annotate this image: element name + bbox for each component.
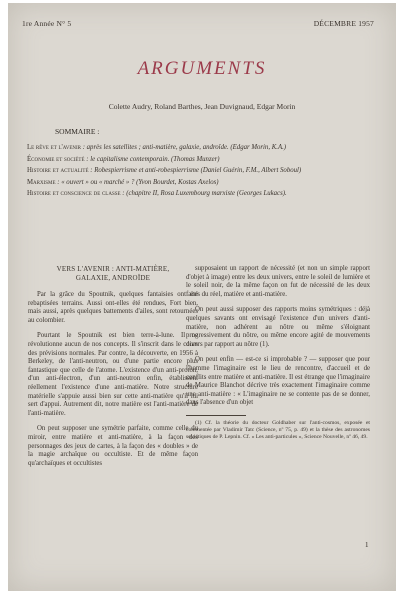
toc-item-entry: : le capitalisme contemporain. (Thomas Munzer) [84, 155, 220, 163]
toc-item-section: Marxisme [27, 178, 56, 186]
table-of-contents [18, 144, 388, 202]
article-paragraph: Par la grâce du Spoutnik, quelques fantaisies ont été rebaptisées terrains. Aussi ont-elles été rendues, Fort bien, mais aussi, après quelques battements d'ailes, sont retournées au colombier. [28, 291, 198, 324]
toc-item-entry: : Robespierrisme et anti-robespierrisme (Daniel Guérin, F.M., Albert Soboul) [88, 167, 302, 175]
toc-item-section: Histoire et actualité [27, 167, 89, 175]
footnote-divider [186, 415, 246, 416]
toc-item-section: Le rêve et l'avenir [27, 144, 81, 151]
issue-number: 1re Année N° 5 [22, 19, 72, 28]
article-title [28, 265, 198, 283]
article-paragraph: Pourtant le Spoutnik est bien terre-à-lune. Il ne révolutionne aucun de nos concepts. Il s'inscrit dans le cours des prévisions normales. Par contre, la découverte, en 1956 à Berkeley, de l'anti-neutron, ou d'une partie encore plus fantastique que celle de l'atome. L'existence d'un anti-proton, d'un anti-électron, d'un anti-neutron enfin, établissent réellement l'existence d'une anti-matière. Notre structure matérielle s'appuie aussi bien sur cette anti-matière qu'il lui sert d'appui. Autrement dit, notre matière est l'anti-matière de l'anti-matière. [28, 332, 198, 417]
article-paragraph: On peut enfin — est-ce si improbable ? — supposer que pour l'homme l'imaginaire est le lieu de rencontre, d'accueil et de conflits entre matière et anti-matière. Il est étrange que l'imaginaire de Maurice Blanchot décrive très exactement l'imaginaire comme une anti-matière : « L'imaginaire ne se contente pas de se donner, dans l'absence d'un objet [186, 356, 370, 407]
toc-item-entry: : « ouvert » ou « marché » ? (Yvon Bourdet, Kostas Axelos) [55, 178, 219, 186]
article-paragraph: On peut supposer une symétrie parfaite, comme celle du miroir, entre matière et anti-matière, à la façon des personnages des jeux de cartes, à la façon des « doubles » de la magie archaïque ou occultiste. Et de même façon qu'archaïques et occultistes [28, 425, 198, 467]
toc-item [18, 167, 388, 176]
toc-item-section: Économie et société [27, 155, 85, 163]
article-column-left [28, 265, 198, 475]
toc-item-entry: : après les satellites ; anti-matière, galaxie, androïde. (Edgar Morin, K.A.) [81, 144, 287, 151]
article-column-right [186, 265, 370, 449]
toc-item [18, 156, 388, 165]
toc-item [18, 190, 388, 199]
toc-item [18, 144, 388, 153]
article-title-line: GALAXIE, ANDROÏDE [75, 274, 151, 282]
masthead-title: ARGUMENTS [137, 58, 267, 79]
journal-page [8, 3, 396, 591]
toc-item [18, 179, 388, 188]
footnote: (1) Cf. la théorie du docteur Goldhaber sur l'anti-cosmos, exposée et commentée par Vladimir Tatc (Science, nº 75, p. 49) et la thèse des astronomes soviétiques de P. Lepnin. Cf. « Les anti-particules », Science Nouvelle, nº 46, 49. [186, 419, 370, 441]
article-paragraph: On peut aussi supposer des rapports moins symétriques : déjà quelques savants ont envisagé l'existence d'un univers d'anti-matière, non adhérent au nôtre ou même s'éloignant progressivement du nôtre, ou même encore agité de mouvements divers par rapport au nôtre (1). [186, 306, 370, 348]
article-paragraph: supposaient un rapport de nécessité (et non un simple rapport d'objet à image) entre les deux univers, entre le soleil de lumière et le soleil noir, de la même façon on fut de nécessité de les deux faces du réel, matière et anti-matière. [186, 265, 370, 298]
article-title-line: VERS L'AVENIR : ANTI-MATIÈRE, [56, 265, 170, 273]
editorial-board: Colette Audry, Roland Barthes, Jean Duvignaud, Edgar Morin [108, 102, 296, 111]
sommaire-label: SOMMAIRE : [55, 127, 100, 136]
toc-item-section: Histoire et conscience de classe [27, 190, 121, 198]
toc-item-entry: : (chapitre II, Rosa Luxembourg marxiste (Georges Lukacs). [120, 190, 287, 198]
issue-date: DÉCEMBRE 1957 [313, 19, 374, 28]
page-number: 1 [365, 541, 369, 549]
